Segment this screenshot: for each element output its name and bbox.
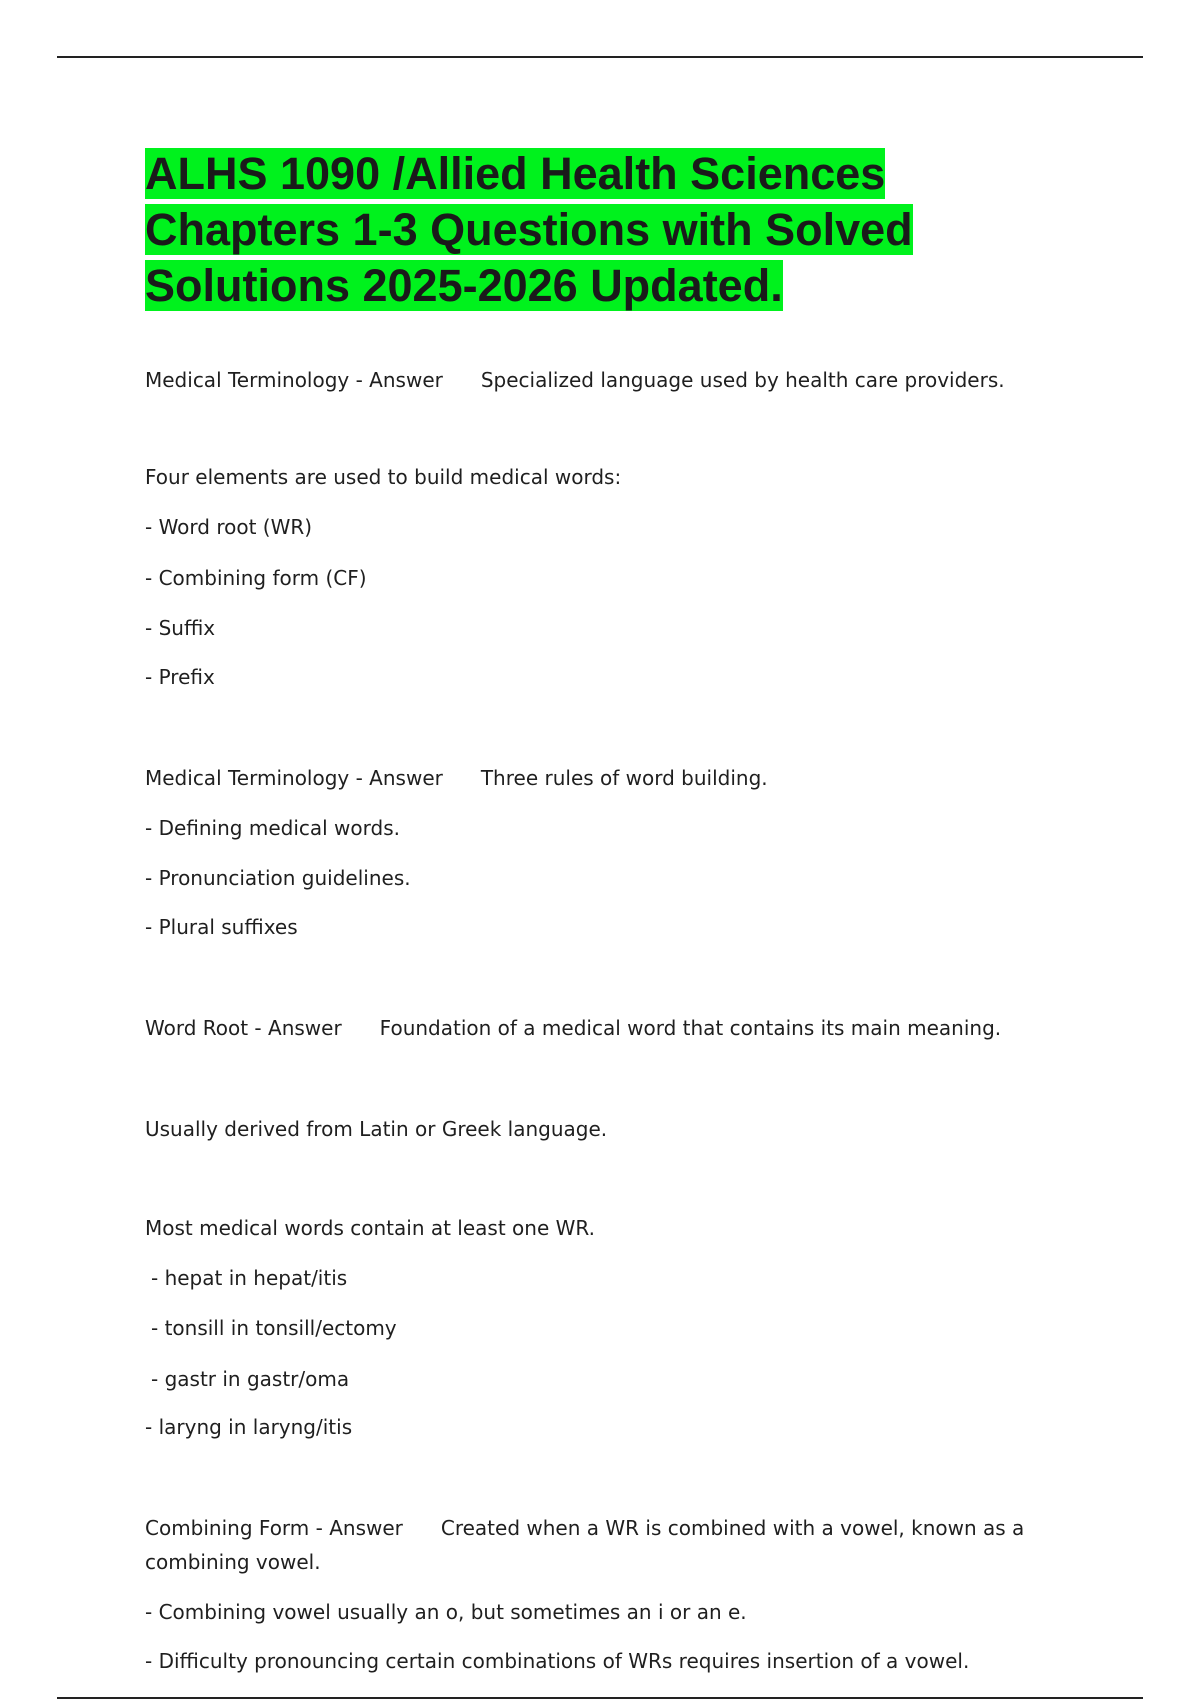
answer-text: Created when a WR is combined with a vowel, known as a xyxy=(440,1516,1025,1540)
list-item: - laryng in laryng/itis xyxy=(145,1415,353,1439)
list-item: - gastr in gastr/oma xyxy=(151,1367,350,1391)
list-item: - hepat in hepat/itis xyxy=(151,1266,348,1290)
document-title xyxy=(145,146,1045,314)
qa-line xyxy=(145,1011,1001,1045)
question-term: Medical Terminology - Answer xyxy=(145,766,443,790)
question-term: Word Root - Answer xyxy=(145,1016,342,1040)
list-item: - Pronunciation guidelines. xyxy=(145,866,411,890)
question-term: Medical Terminology - Answer xyxy=(145,368,443,392)
answer-text: Foundation of a medical word that contains its main meaning. xyxy=(379,1016,1002,1040)
bottom-rule xyxy=(57,1697,1143,1699)
list-item: - Word root (WR) xyxy=(145,515,313,539)
paragraph: Usually derived from Latin or Greek language. xyxy=(145,1117,608,1141)
paragraph: Four elements are used to build medical words: xyxy=(145,465,622,489)
list-item: - Suffix xyxy=(145,616,216,640)
top-rule xyxy=(57,56,1143,58)
question-term: Combining Form - Answer xyxy=(145,1516,403,1540)
answer-text: Specialized language used by health care providers. xyxy=(480,368,1005,392)
qa-line xyxy=(145,761,768,795)
answer-continuation: combining vowel. xyxy=(145,1550,321,1574)
list-item: - Difficulty pronouncing certain combinations of WRs requires insertion of a vowel. xyxy=(145,1649,970,1673)
paragraph: Most medical words contain at least one WR. xyxy=(145,1216,595,1240)
list-item: - tonsill in tonsill/ectomy xyxy=(151,1316,397,1340)
title-highlight: ALHS 1090 /Allied Health Sciences Chapters 1-3 Questions with Solved Solutions 2025-2026 Updated. xyxy=(145,148,913,311)
list-item: - Defining medical words. xyxy=(145,816,400,840)
list-item: - Combining vowel usually an o, but sometimes an i or an e. xyxy=(145,1600,747,1624)
qa-line xyxy=(145,363,1005,397)
list-item: - Plural suffixes xyxy=(145,915,298,939)
qa-line xyxy=(145,1511,1024,1545)
list-item: - Prefix xyxy=(145,665,215,689)
answer-text: Three rules of word building. xyxy=(480,766,768,790)
list-item: - Combining form (CF) xyxy=(145,566,367,590)
